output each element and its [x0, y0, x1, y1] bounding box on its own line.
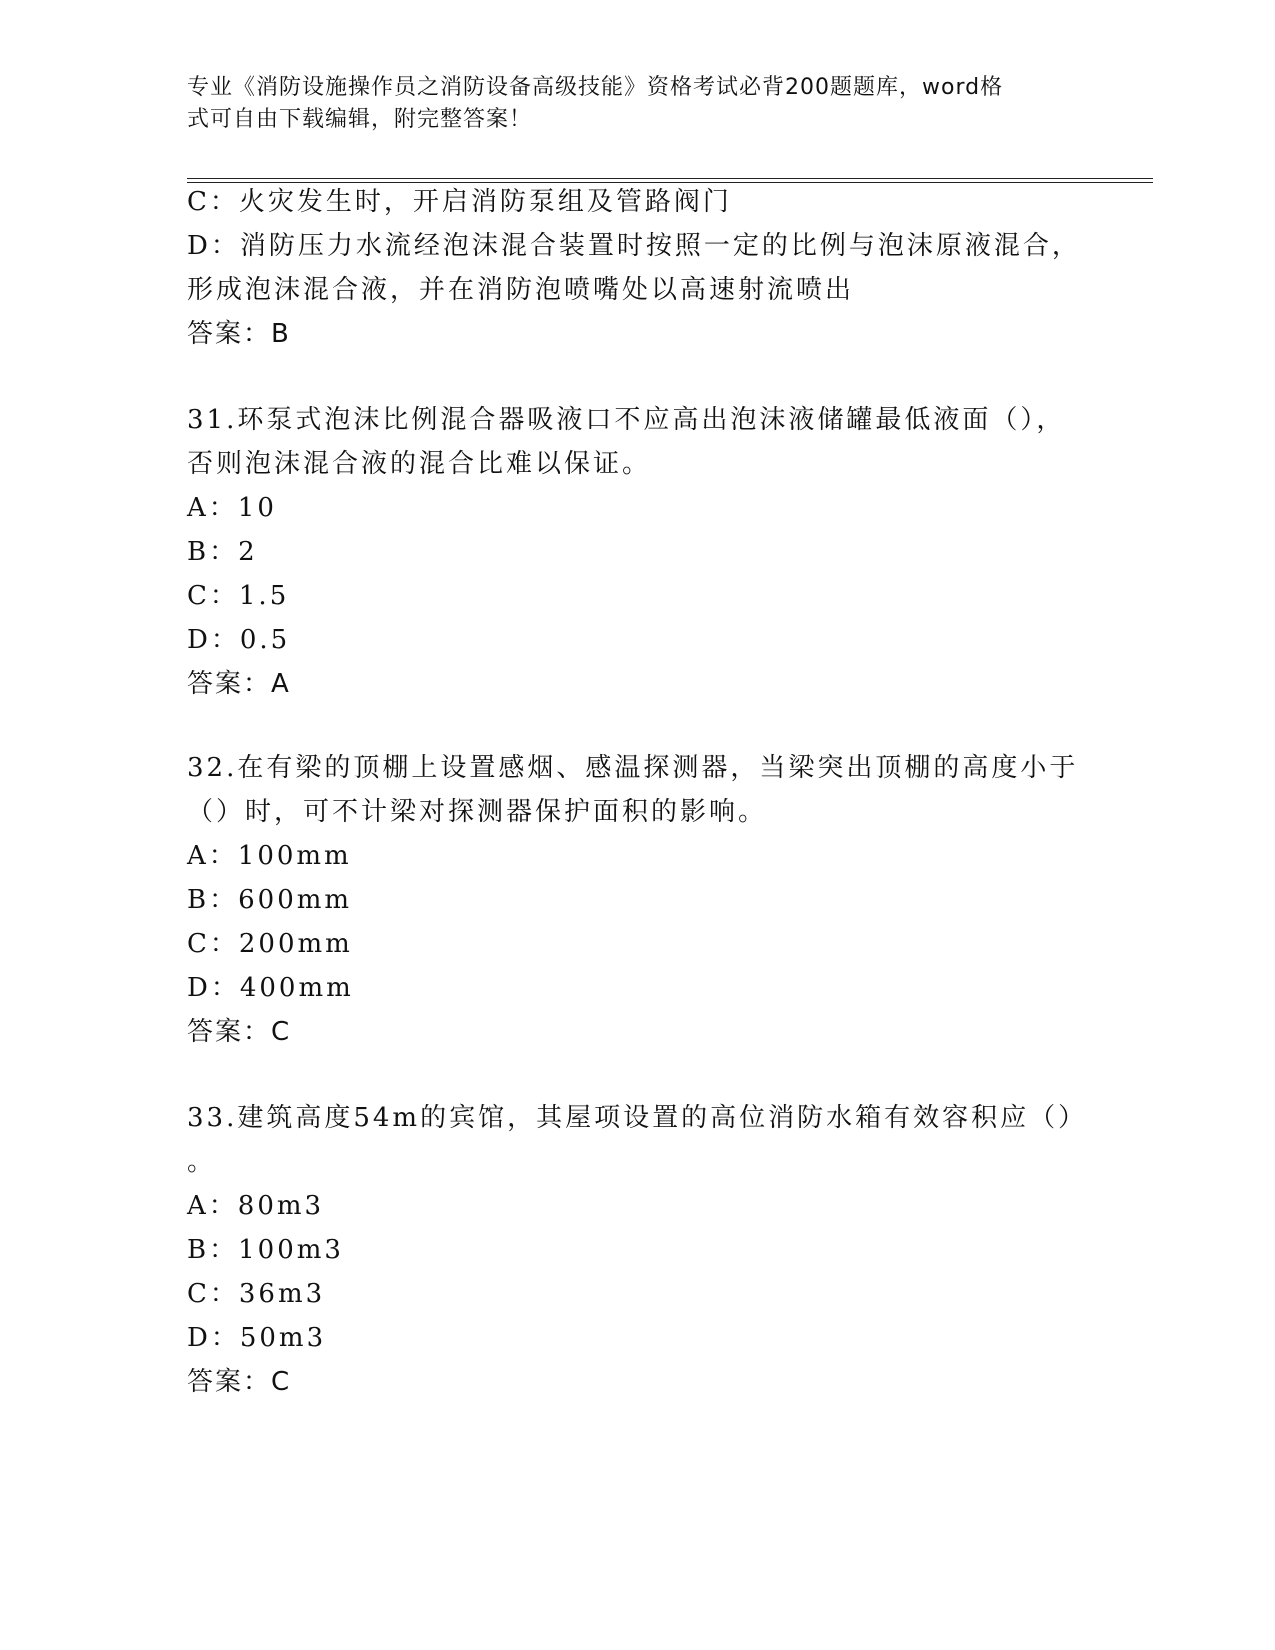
- question-31-option-b: B：2: [187, 537, 258, 567]
- prev-answer: 答案：B: [187, 319, 291, 349]
- prev-option-d-line-2: 形成泡沫混合液，并在消防泡喷嘴处以高速射流喷出: [187, 275, 855, 305]
- question-32-stem-line-2: （）时，可不计梁对探测器保护面积的影响。: [187, 797, 768, 827]
- question-31-option-c: C：1.5: [187, 581, 290, 611]
- header-divider-top: [187, 178, 1153, 179]
- question-32-option-d: D：400mm: [187, 973, 354, 1003]
- question-31-stem-line-2: 否则泡沫混合液的混合比难以保证。: [187, 449, 652, 479]
- question-32-stem-line-1: 32.在有梁的顶棚上设置感烟、感温探测器，当梁突出顶棚的高度小于: [187, 753, 1079, 783]
- question-32-option-a: A：100mm: [187, 841, 352, 871]
- question-33-answer: 答案：C: [187, 1367, 292, 1397]
- question-33-stem-line-2: 。: [187, 1147, 217, 1177]
- question-33-option-c: C：36m3: [187, 1279, 326, 1309]
- question-32-option-b: B：600mm: [187, 885, 353, 915]
- question-32-answer: 答案：C: [187, 1017, 292, 1047]
- question-31-answer: 答案：A: [187, 669, 291, 699]
- question-31-option-d: D：0.5: [187, 625, 291, 655]
- prev-option-c: C：火灾发生时，开启消防泵组及管路阀门: [187, 187, 732, 217]
- question-31-stem-line-1: 31.环泵式泡沫比例混合器吸液口不应高出泡沫液储罐最低液面（），: [187, 405, 1066, 435]
- header-line-2: 式可自由下载编辑，附完整答案！: [187, 107, 533, 132]
- document-header: [187, 72, 1067, 136]
- question-33-option-b: B：100m3: [187, 1235, 344, 1265]
- prev-option-d-line-1: D：消防压力水流经泡沫混合装置时按照一定的比例与泡沫原液混合，: [187, 231, 1081, 261]
- header-line-1: 专业《消防设施操作员之消防设备高级技能》资格考试必背200题题库，word格: [187, 75, 1004, 100]
- header-divider-bottom: [187, 182, 1153, 183]
- question-32-option-c: C：200mm: [187, 929, 353, 959]
- question-33-stem-line-1: 33.建筑高度54m的宾馆，其屋项设置的高位消防水箱有效容积应（）: [187, 1103, 1088, 1133]
- question-33-option-a: A：80m3: [187, 1191, 325, 1221]
- question-33-option-d: D：50m3: [187, 1323, 327, 1353]
- question-31-option-a: A：10: [187, 493, 277, 523]
